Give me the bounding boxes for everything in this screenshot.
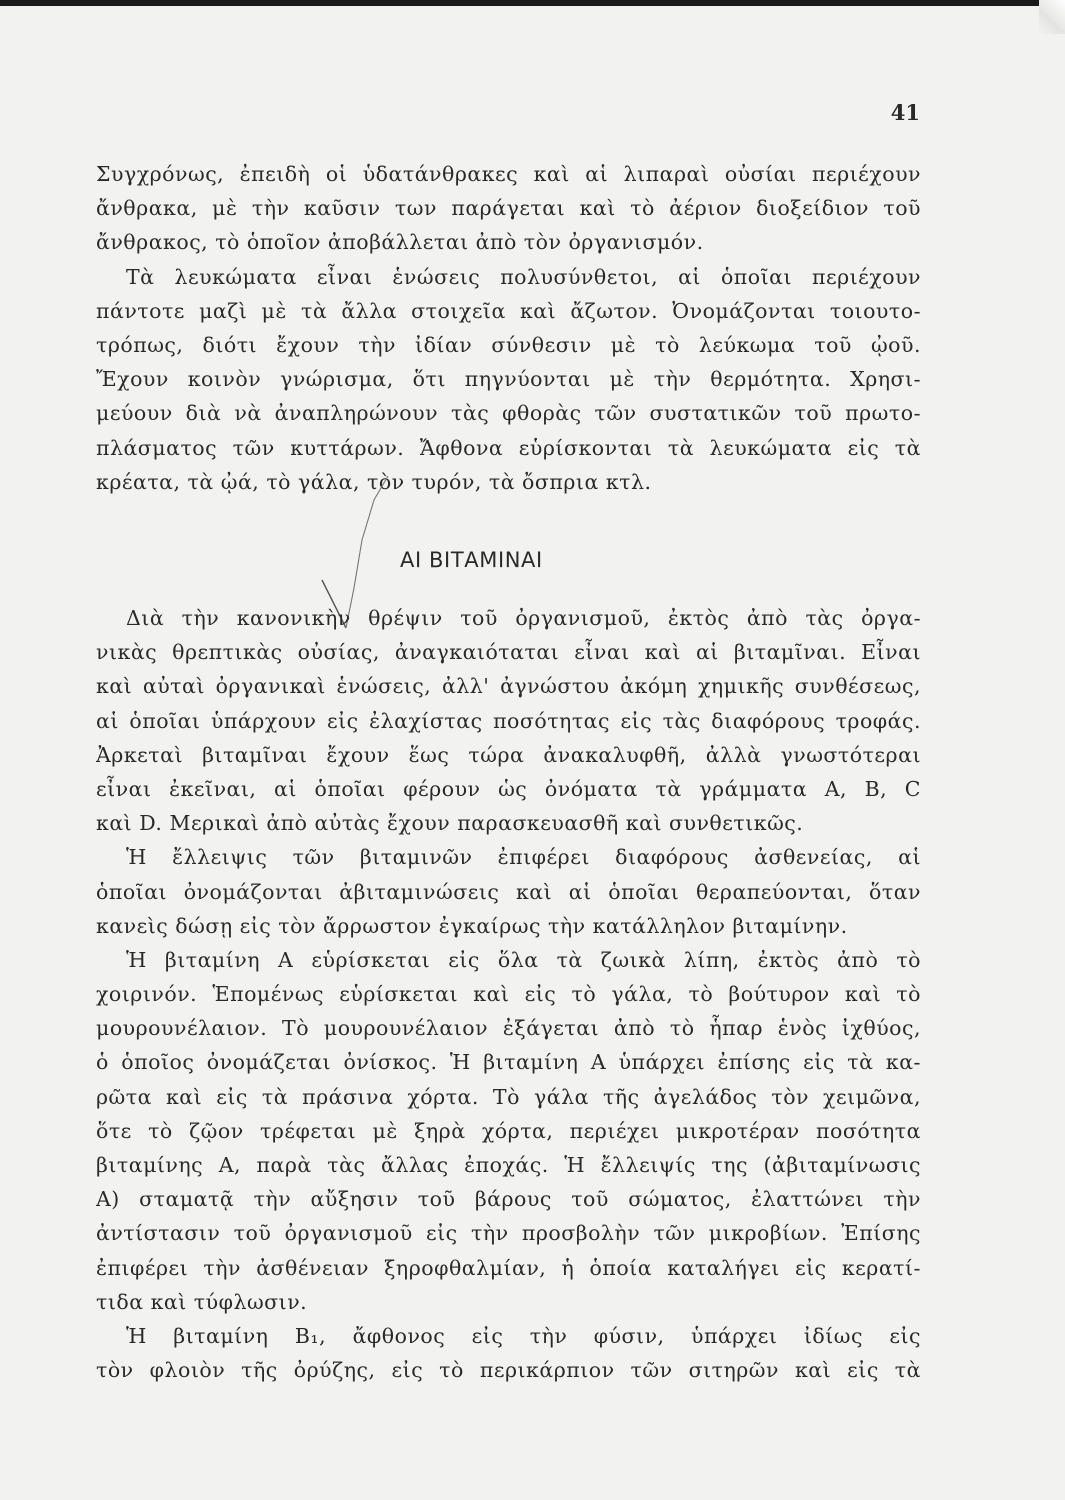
text-line: ἄνθρακα, μὲ τὴν καῦσιν των παράγεται καὶ τὸ ἀέριον διοξείδιον τοῦ [96, 196, 921, 221]
text-line: Ἡ βιταμίνη A εὑρίσκεται εἰς ὅλα τὰ ζωικὰ λίπη, ἐκτὸς ἀπὸ τὸ [126, 947, 921, 972]
text-line: ρῶτα καὶ εἰς τὰ πράσινα χόρτα. Τὸ γάλα τῆς ἀγελάδος τὸν χειμῶνα, [96, 1084, 921, 1109]
text-line: χοιρινόν. Ἑπομένως εὑρίσκεται καὶ εἰς τὸ γάλα, τὸ βούτυρον καὶ τὸ [96, 982, 921, 1007]
text-line: κανεὶς δώσῃ εἰς τὸν ἄρρωστον ἐγκαίρως τὴν κατάλληλον βιταμίνην. [96, 913, 848, 938]
text-line: ἄνθρακος, τὸ ὁποῖον ἀποβάλλεται ἀπὸ τὸν ὀργανισμόν. [96, 230, 704, 255]
text-line: αἱ ὁποῖαι ὑπάρχουν εἰς ἐλαχίστας ποσότητας εἰς τὰς διαφόρους τροφάς. [96, 708, 921, 733]
section-heading: ΑΙ ΒΙΤΑΜΙΝΑΙ [400, 548, 543, 572]
page-number: 41 [890, 100, 920, 125]
text-line: μεύουν διὰ νὰ ἀναπληρώνουν τὰς φθορὰς τῶν συστατικῶν τοῦ πρωτο- [96, 401, 921, 426]
text-line: τρόπως, διότι ἔχουν τὴν ἰδίαν σύνθεσιν μὲ τὸ λεύκωμα τοῦ ᾠοῦ. [96, 332, 921, 357]
text-line: τὸν φλοιὸν τῆς ὀρύζης, εἰς τὸ περικάρπιον τῶν σιτηρῶν καὶ εἰς τὰ [96, 1358, 921, 1383]
text-line: Διὰ τὴν κανονικὴν θρέψιν τοῦ ὀργανισμοῦ, ἐκτὸς ἀπὸ τὰς ὀργα- [126, 606, 921, 630]
text-line: καὶ D. Μερικαὶ ἀπὸ αὐτὰς ἔχουν παρασκευασθῆ καὶ συνθετικῶς. [96, 811, 804, 836]
text-line: Συγχρόνως, ἐπειδὴ οἱ ὑδατάνθρακες καὶ αἱ λιπαραὶ οὐσίαι περιέχουν [96, 162, 921, 186]
text-line: μουρουνέλαιον. Τὸ μουρουνέλαιον ἐξάγεται ἀπὸ τὸ ἧπαρ ἑνὸς ἰχθύος, [96, 1016, 921, 1041]
text-line: ὁ ὁποῖος ὀνομάζεται ὀνίσκος. Ἡ βιταμίνη A ὑπάρχει ἐπίσης εἰς τὰ κα- [96, 1050, 921, 1075]
paragraph-vitamins-intro [96, 601, 921, 840]
page-top-edge [0, 0, 1065, 6]
text-line: Ἀρκεταὶ βιταμῖναι ἔχουν ἕως τώρα ἀνακαλυφθῆ, ἀλλὰ γνωστότεραι [96, 742, 921, 767]
text-line: ὁποῖαι ὀνομάζονται ἀβιταμινώσεις καὶ αἱ ὁποῖαι θεραπεύονται, ὅταν [96, 879, 921, 904]
text-line: βιταμίνης A, παρὰ τὰς ἄλλας ἐποχάς. Ἡ ἔλλειψίς της (ἀβιταμίνωσις [96, 1153, 921, 1177]
paragraph-proteins [96, 260, 921, 499]
text-line: ὅτε τὸ ζῷον τρέφεται μὲ ξηρὰ χόρτα, περιέχει μικροτέραν ποσότητα [96, 1118, 921, 1143]
text-line: A) σταματᾷ τὴν αὔξησιν τοῦ βάρους τοῦ σώματος, ἐλαττώνει τὴν [96, 1187, 921, 1212]
text-line: Ἡ βιταμίνη B₁, ἄφθονος εἰς τὴν φύσιν, ὑπάρχει ἰδίως εἰς [126, 1323, 921, 1348]
paragraph-top [96, 157, 921, 260]
text-line: Ἔχουν κοινὸν γνώρισμα, ὅτι πηγνύονται μὲ τὴν θερμότητα. Χρησι- [96, 367, 921, 392]
text-block-nutrients [96, 157, 921, 499]
text-line: ἀντίστασιν τοῦ ὀργανισμοῦ εἰς τὴν προσβολὴν τῶν μικροβίων. Ἐπίσης [96, 1221, 921, 1246]
page-corner-curl [1039, 0, 1065, 34]
text-line: τιδα καὶ τύφλωσιν. [96, 1289, 308, 1314]
text-block-vitamins [96, 601, 921, 1387]
text-line: Ἡ ἔλλειψις τῶν βιταμινῶν ἐπιφέρει διαφόρους ἀσθενείας, αἱ [126, 845, 921, 870]
text-line: ἐπιφέρει τὴν ἀσθένειαν ξηροφθαλμίαν, ἡ ὁποία καταλήγει εἰς κερατί- [96, 1255, 921, 1280]
paragraph-deficiency [96, 840, 921, 943]
text-line: πάντοτε μαζὶ μὲ τὰ ἄλλα στοιχεῖα καὶ ἄζωτον. Ὀνομάζονται τοιουτο- [96, 298, 921, 323]
paragraph-vitamin-a [96, 943, 921, 1319]
paragraph-vitamin-b1 [96, 1319, 921, 1387]
text-line: νικὰς θρεπτικὰς οὐσίας, ἀναγκαιόταται εἶναι καὶ αἱ βιταμῖναι. Εἶναι [96, 640, 921, 665]
text-line: καὶ αὐταὶ ὀργανικαὶ ἑνώσεις, ἀλλ' ἀγνώστου ἀκόμη χημικῆς συνθέσεως, [96, 674, 921, 699]
text-line: εἶναι ἐκεῖναι, αἱ ὁποῖαι φέρουν ὡς ὀνόματα τὰ γράμματα A, B, C [96, 776, 921, 801]
text-line: Τὰ λευκώματα εἶναι ἑνώσεις πολυσύνθετοι, αἱ ὁποῖαι περιέχουν [126, 264, 921, 289]
text-line: πλάσματος τῶν κυττάρων. Ἄφθονα εὑρίσκονται τὰ λευκώματα εἰς τὰ [96, 435, 921, 460]
text-line: κρέατα, τὰ ᾠά, τὸ γάλα, τὸν τυρόν, τὰ ὄσπρια κτλ. [96, 469, 652, 494]
